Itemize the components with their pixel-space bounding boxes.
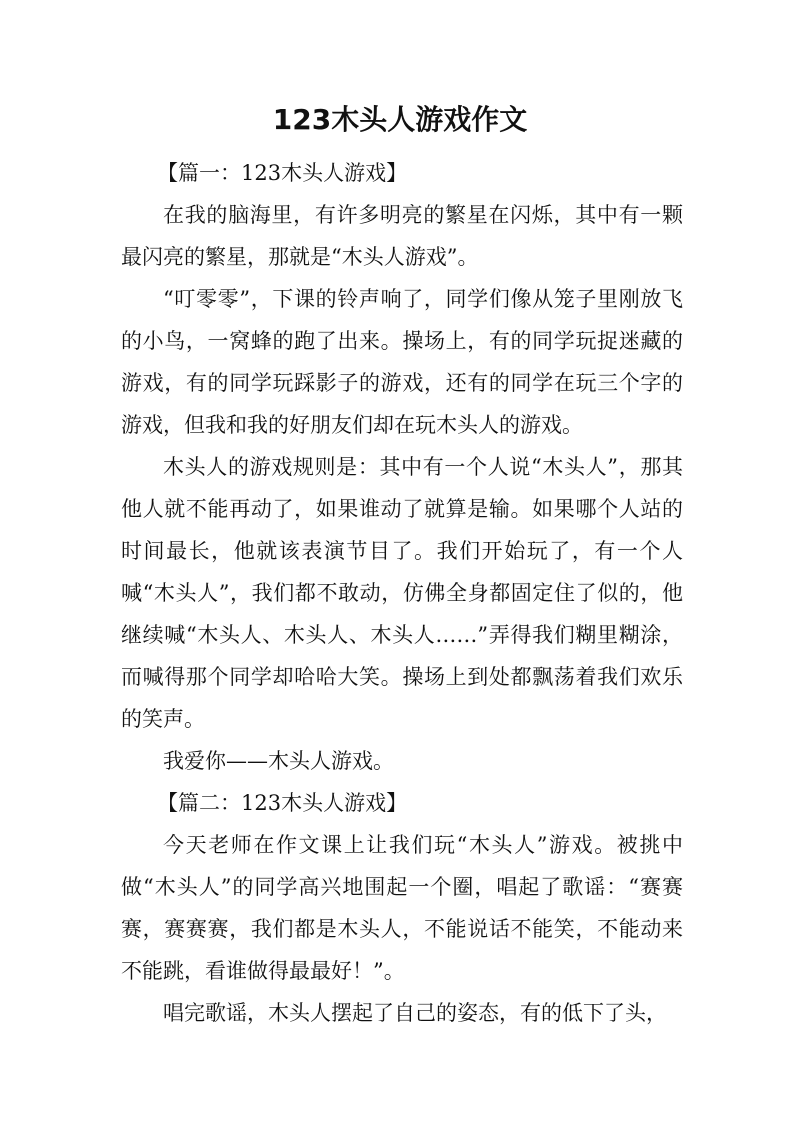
paragraph: 我爱你——木头人游戏。 bbox=[163, 749, 394, 773]
document-body bbox=[121, 152, 683, 1034]
paragraph: “叮零零”，下课的铃声响了，同学们像从笼子里刚放飞的小鸟，一窝蜂的跑了出来。操场上，有的同学玩捉迷藏的游戏，有的同学玩踩影子的游戏，还有的同学在玩三个字的游戏，但我和我的好朋友们却在玩木头人的游戏。 bbox=[121, 287, 683, 437]
paragraph: 木头人的游戏规则是：其中有一个人说“木头人”，那其他人就不能再动了，如果谁动了就算是输。如果哪个人站的时间最长，他就该表演节目了。我们开始玩了，有一个人喊“木头人”，我们都不敢动，仿佛全身都固定住了似的，他继续喊“木头人、木头人、木头人……”弄得我们糊里糊涂，而喊得那个同学却哈哈大笑。操场上到处都飘荡着我们欢乐的笑声。 bbox=[121, 455, 683, 731]
paragraph: 今天老师在作文课上让我们玩“木头人”游戏。被挑中做“木头人”的同学高兴地围起一个圈，唱起了歌谣：“赛赛赛，赛赛赛，我们都是木头人，不能说话不能笑，不能动来不能跳，看谁做得最最好！”。 bbox=[121, 833, 683, 983]
section-heading-2: 【篇二：123木头人游戏】 bbox=[157, 791, 408, 815]
paragraph: 唱完歌谣，木头人摆起了自己的姿态，有的低下了头， bbox=[163, 1001, 667, 1025]
paragraph: 在我的脑海里，有许多明亮的繁星在闪烁，其中有一颗最闪亮的繁星，那就是“木头人游戏”。 bbox=[121, 203, 683, 269]
document-title: 123木头人游戏作文 bbox=[272, 103, 528, 136]
section-heading-1: 【篇一：123木头人游戏】 bbox=[157, 161, 408, 185]
